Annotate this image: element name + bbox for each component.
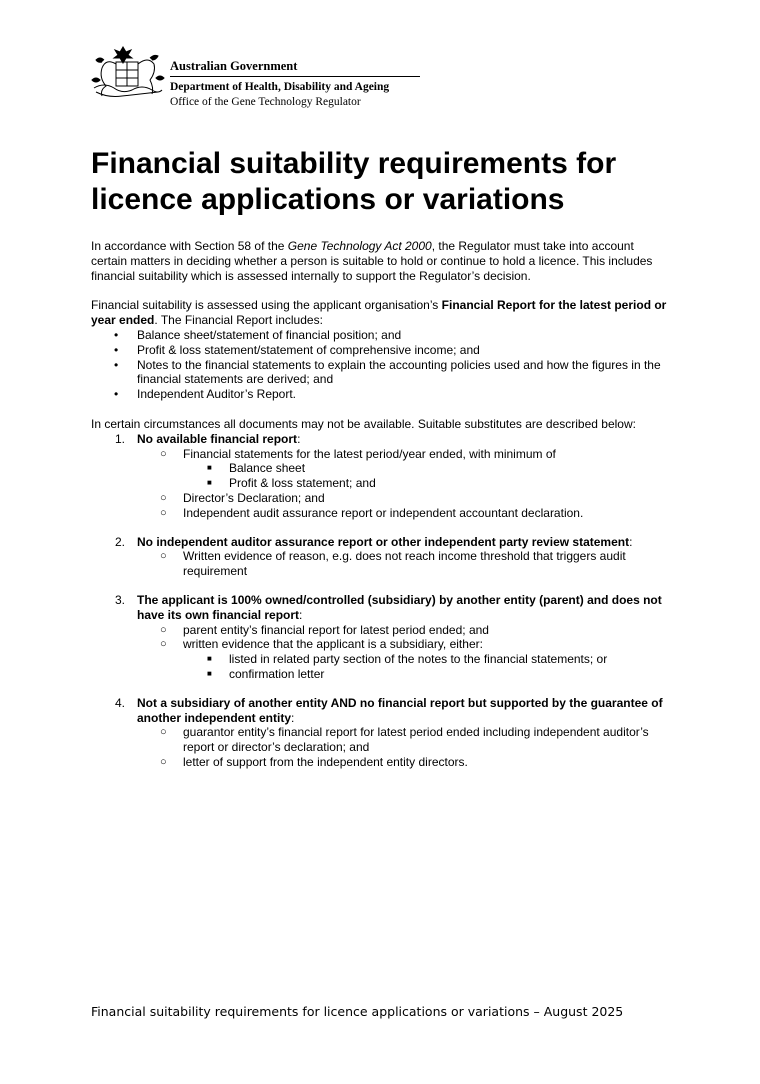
- sub-item: [91, 491, 671, 506]
- case-heading: 2. No independent auditor assurance report or other independent party review statement:: [115, 534, 633, 549]
- case-heading-text: No available financial report: [137, 431, 298, 446]
- list-item: • Profit & loss statement/statement of comprehensive income; and: [91, 343, 671, 358]
- assessed-text-pre: Financial suitability is assessed using the applicant organisation’s: [91, 298, 442, 313]
- case-item: [91, 432, 671, 521]
- page-header: [90, 44, 430, 116]
- sub-item: [91, 506, 671, 521]
- case-heading: 1. No available financial report:: [115, 431, 301, 446]
- circle-bullet-icon: ○: [160, 755, 167, 768]
- sub-sub-item-text: Balance sheet: [229, 461, 306, 476]
- coat-of-arms-icon: [90, 44, 165, 102]
- square-bullet-icon: ■: [207, 478, 212, 488]
- sub-item: [91, 725, 671, 755]
- circle-bullet-icon: ○: [160, 638, 167, 651]
- case-number: 1.: [115, 431, 126, 446]
- sub-item-text: Financial statements for the latest period/year ended, with minimum of: [183, 446, 556, 461]
- case-heading: 4. Not a subsidiary of another entity AND no financial report but supported by the guarantee of another independent entity:: [115, 695, 663, 725]
- square-bullet-icon: ■: [207, 668, 212, 678]
- intro-paragraph: [91, 239, 671, 283]
- page-title: Financial suitability requirements for licence applications or variations: [91, 147, 617, 216]
- financial-report-term: Financial Report for the latest period or year ended: [91, 298, 667, 328]
- sub-sub-item: [91, 652, 671, 667]
- intro-text-pre: In accordance with Section 58 of the: [91, 239, 288, 253]
- square-bullet-icon: ■: [207, 463, 212, 473]
- sub-item-text: letter of support from the independent entity directors.: [183, 754, 468, 769]
- sub-item: [91, 637, 671, 652]
- circumstances-paragraph: In certain circumstances all documents may not be available. Suitable substitutes are described below:: [91, 416, 636, 431]
- department-name: Department of Health, Disability and Ageing: [170, 81, 390, 93]
- circle-bullet-icon: ○: [160, 447, 167, 460]
- list-item: • Independent Auditor’s Report.: [91, 387, 671, 402]
- sub-item-text: guarantor entity’s financial report for latest period ended including independent auditor’s report or director’s declaration; and: [183, 725, 649, 755]
- case-heading-text: No independent auditor assurance report or other independent party review statement: [137, 534, 630, 549]
- circle-bullet-icon: ○: [160, 550, 167, 563]
- office-name: Office of the Gene Technology Regulator: [170, 96, 361, 108]
- circle-bullet-icon: ○: [160, 726, 167, 739]
- sub-item-text: parent entity’s financial report for latest period ended; and: [183, 622, 489, 637]
- list-item: • Balance sheet/statement of financial position; and: [91, 328, 671, 343]
- government-identity: [170, 58, 420, 110]
- list-item: • Notes to the financial statements to explain the accounting policies used and how the figures in the financial statements are derived; and: [91, 358, 671, 388]
- case-item: [91, 593, 671, 682]
- sub-item-text: written evidence that the applicant is a subsidiary, either:: [183, 637, 483, 652]
- case-item: [91, 535, 671, 579]
- sub-item: [91, 623, 671, 638]
- government-name: Australian Government: [170, 59, 298, 73]
- sub-sub-item: [91, 476, 671, 491]
- sub-sub-item-text: listed in related party section of the notes to the financial statements; or: [229, 652, 608, 667]
- case-number: 2.: [115, 534, 126, 549]
- substitute-cases-list: [91, 432, 671, 770]
- sub-item-text: Independent audit assurance report or independent accountant declaration.: [183, 505, 584, 520]
- financial-report-list: [91, 328, 671, 402]
- case-number: 4.: [115, 695, 126, 710]
- act-name: Gene Technology Act 2000: [287, 239, 432, 253]
- sub-item-text: Director’s Declaration; and: [183, 490, 325, 505]
- page-footer: Financial suitability requirements for licence applications or variations – August 2025: [91, 1004, 624, 1019]
- assessed-paragraph: [91, 298, 671, 328]
- case-heading-text: The applicant is 100% owned/controlled (subsidiary) by another entity (parent) and does not have its own financial report: [137, 592, 662, 622]
- circle-bullet-icon: ○: [160, 491, 167, 504]
- case-number: 3.: [115, 592, 126, 607]
- document-body: [91, 239, 671, 784]
- sub-sub-item-text: Profit & loss statement; and: [229, 476, 376, 491]
- case-heading-text: Not a subsidiary of another entity AND no financial report but supported by the guarantee of another independent entity: [137, 695, 663, 725]
- case-item: [91, 696, 671, 770]
- sub-sub-item-text: confirmation letter: [229, 666, 325, 681]
- square-bullet-icon: ■: [207, 654, 212, 664]
- sub-sub-item: [91, 667, 671, 682]
- case-heading: 3. The applicant is 100% owned/controlled (subsidiary) by another entity (parent) and does not have its own financial report:: [115, 592, 662, 622]
- assessed-text-post: . The Financial Report includes:: [154, 313, 323, 328]
- sub-item-text: Written evidence of reason, e.g. does not reach income threshold that triggers audit requirement: [183, 549, 626, 579]
- circle-bullet-icon: ○: [160, 623, 167, 636]
- header-divider: [170, 76, 420, 77]
- circle-bullet-icon: ○: [160, 506, 167, 519]
- sub-item: [91, 549, 671, 579]
- sub-item: [91, 755, 671, 770]
- intro-text-post: , the Regulator must take into account certain matters in deciding whether a person is suitable to hold or continue to hold a licence. This includes financial suitability which is assessed internally to support the Regulator’s decision.: [91, 239, 653, 283]
- sub-item: [91, 447, 671, 462]
- sub-sub-item: [91, 461, 671, 476]
